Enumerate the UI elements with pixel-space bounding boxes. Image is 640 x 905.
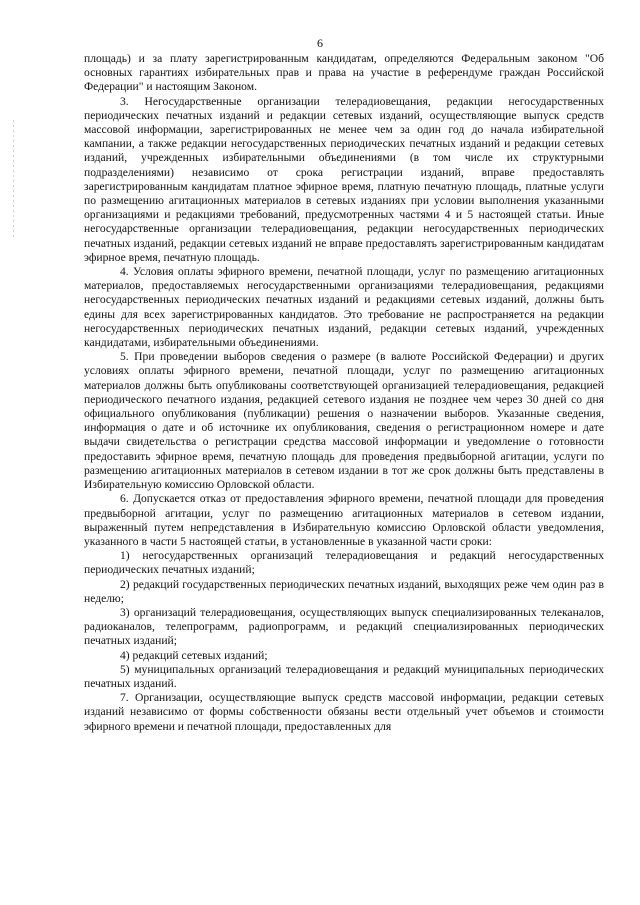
paragraph-part-4: 4. Условия оплаты эфирного времени, печатной площади, услуг по размещению агитационных материалов, предоставляемых негосударственными организациями телерадиовещания, редакциями негосударственных периодических печатных изданий и редакциями сетевых изданий, должны быть едины для всех зарегистрированных кандидатов. Это требование не распространяется на редакции негосударственных периодических печатных изданий, редакции сетевых изданий, учрежденных кандидатами, избирательными объединениями. [84,265,604,350]
paragraph-part-5: 5. При проведении выборов сведения о размере (в валюте Российской Федерации) и других условиях оплаты эфирного времени, печатной площади, услуг по размещению агитационных материалов должны быть опубликованы соответствующей организацией телерадиовещания, редакцией периодического печатного издания, редакцией сетевого издания не позднее чем через 30 дней со дня официального опубликования (публикации) решения о назначении выборов. Указанные сведения, информация о дате и об источнике их опубликования, сведения о регистрационном номере и дате выдачи свидетельства о регистрации средства массовой информации и уведомление о готовности предоставить эфирное время, печатную площадь для проведения предвыборной агитации, услуги по размещению агитационных материалов в сетевом издании в тот же срок должны быть представлены в Избирательную комиссию Орловской области. [84,350,604,492]
paragraph-part-3: 3. Негосударственные организации телерадиовещания, редакции негосударственных периодических печатных изданий и редакции сетевых изданий, осуществляющие выпуск средств массовой информации, зарегистрированных не менее чем за один год до начала избирательной кампании, а также редакции негосударственных периодических печатных изданий и редакции сетевых изданий, учрежденных избирательными объединениями (в том числе их структурными подразделениями) независимо от срока регистрации изданий, вправе предоставлять зарегистрированным кандидатам платное эфирное время, платную печатную площадь, платные услуги по размещению агитационных материалов в сетевых изданиях при условии выполнения указанными организациями и редакциями требований, предусмотренных частями 4 и 5 настоящей статьи. Иные негосударственные организации телерадиовещания, редакции негосударственных периодических печатных изданий, редакции сетевых изданий не вправе предоставлять зарегистрированным кандидатам эфирное время, печатную площадь. [84,94,604,264]
document-body [84,52,604,734]
list-item-4: 4) редакций сетевых изданий; [120,648,268,662]
page-number: 6 [317,36,323,50]
list-item-3: 3) организаций телерадиовещания, осуществляющих выпуск специализированных телеканалов, радиоканалов, телепрограмм, радиопрограмм, и редакций специализированных периодических печатных изданий; [84,605,604,648]
list-item-5: 5) муниципальных организаций телерадиовещания и редакций муниципальных периодических печатных изданий. [84,662,604,690]
list-item-1: 1) негосударственных организаций телерадиовещания и редакций негосударственных периодических печатных изданий; [84,549,604,577]
paragraph-part-6: 6. Допускается отказ от предоставления эфирного времени, печатной площади для проведения предвыборной агитации, услуг по размещению агитационных материалов в сетевом издании, выраженный путем непредставления в Избирательную комиссию Орловской области уведомления, указанного в части 5 настоящей статьи, в установленные в указанной части сроки: [84,492,604,548]
paragraph-part-7: 7. Организации, осуществляющие выпуск средств массовой информации, редакции сетевых изданий независимо от формы собственности обязаны вести отдельный учет объемов и стоимости эфирного времени и печатной площади, предоставленных для [84,691,604,733]
scan-margin-line [13,120,14,240]
paragraph-continuation: площадь) и за плату зарегистрированным кандидатам, определяются Федеральным законом "Об основных гарантиях избирательных прав и права на участие в референдуме граждан Российской Федерации" и настоящим Законом. [84,52,604,94]
list-item-2: 2) редакций государственных периодических печатных изданий, выходящих реже чем один раз в неделю; [84,577,604,605]
